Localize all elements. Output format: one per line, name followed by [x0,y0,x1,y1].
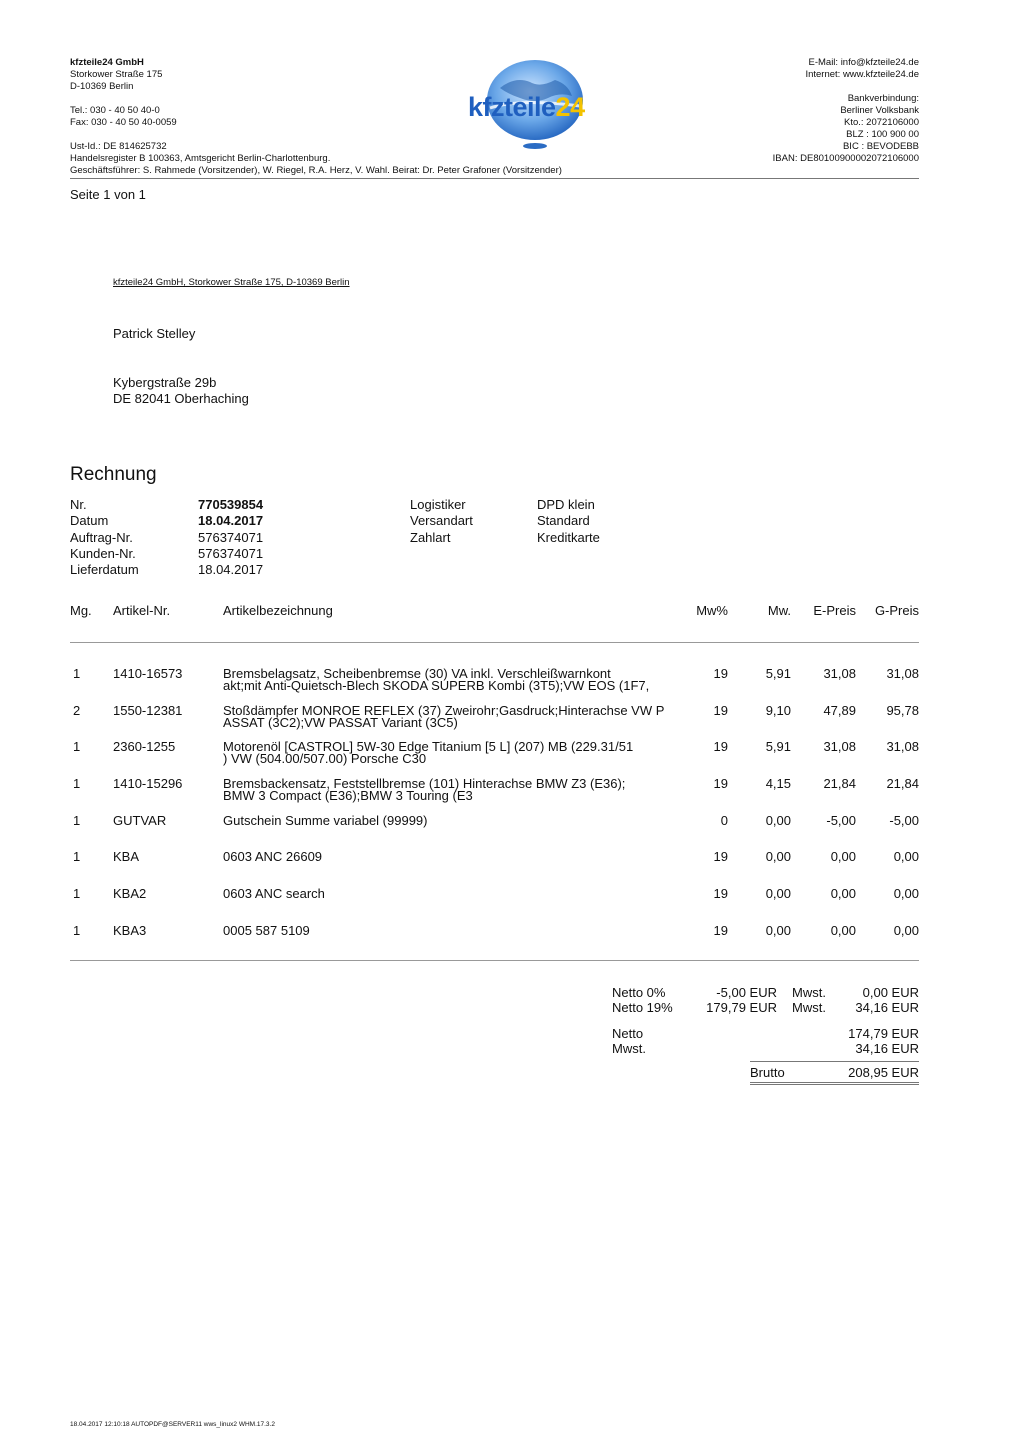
row-qty: 1 [73,776,81,791]
row-unit-price: 31,08 [823,739,856,754]
meta-label: Zahlart [410,529,451,545]
row-vat-percent: 19 [713,886,728,901]
row-article: 2360-1255 [113,739,176,754]
row-desc-line2: ) VW (504.00/507.00) Porsche C30 [223,751,427,766]
brutto-top-rule [750,1061,919,1062]
row-vat-percent: 19 [713,923,728,938]
meta-label: Lieferdatum [70,562,139,578]
row-unit-price: 0,00 [830,923,856,938]
brutto-value: 208,95 EUR [848,1065,919,1080]
row-vat: 0,00 [765,886,791,901]
row-unit-price: 0,00 [830,886,856,901]
table-header-divider [70,642,919,643]
company-register: Handelsregister B 100363, Amtsgericht Berlin-Charlottenburg. [70,153,331,164]
row-article: KBA3 [113,923,147,938]
mwst0-label: Mwst. [792,985,826,1000]
meta-label: Datum [70,513,109,529]
mwst19-value: 34,16 EUR [855,1000,919,1015]
contact-email: E-Mail: info@kfzteile24.de [808,57,919,68]
header-vat: Mw. [767,603,791,618]
row-total-price: 0,00 [893,923,919,938]
company-name: kfzteile24 GmbH [70,57,144,68]
company-management: Geschäftsführer: S. Rahmede (Vorsitzender), W. Riegel, R.A. Herz, V. Wahl. Beirat: Dr. Peter Grafoner (Vorsitzender) [70,165,562,176]
contact-info [773,57,919,165]
header-description: Artikelbezeichnung [223,603,333,618]
row-unit-price: 0,00 [830,849,856,864]
shipping-meta-values [537,497,600,546]
row-desc-line1: 0603 ANC 26609 [223,849,323,864]
header-divider [70,178,919,179]
company-fax: Fax: 030 - 40 50 40-0059 [70,117,177,128]
contact-internet: Internet: www.kfzteile24.de [805,69,919,80]
header-qty: Mg. [70,603,92,618]
shipping-meta-labels [410,497,473,546]
meta-label: Nr. [70,497,87,512]
row-desc-line1: 0005 587 5109 [223,923,310,938]
bank-iban: IBAN: DE80100900002072106000 [772,153,919,164]
row-qty: 1 [73,849,81,864]
row-unit-price: 31,08 [823,666,856,681]
recipient-street: Kybergstraße 29b [113,375,217,390]
row-total-price: 0,00 [893,886,919,901]
row-article: 1410-16573 [113,666,183,681]
logo-wordmark [468,92,585,123]
header-total-price: G-Preis [874,603,919,618]
meta-label: Kunden-Nr. [70,545,136,561]
row-desc-line1: Gutschein Summe variabel (99999) [223,813,428,828]
delivery-date: 18.04.2017 [198,562,264,578]
row-vat-percent: 19 [713,849,728,864]
customer-number: 576374071 [198,545,264,561]
row-total-price: 31,08 [886,739,919,754]
row-desc-line1: Stoßdämpfer MONROE REFLEX (37) Zweirohr;Gasdruck;Hinterachse VW P [223,703,665,718]
row-article: GUTVAR [113,813,167,828]
payment-value: Kreditkarte [537,529,600,545]
sender-line: kfzteile24 GmbH, Storkower Straße 175, D-10369 Berlin [113,277,350,288]
recipient-city: DE 82041 Oberhaching [113,391,249,406]
header-article: Artikel-Nr. [113,603,171,618]
row-desc-line1: Motorenöl [CASTROL] 5W-30 Edge Titanium [5 L] (207) MB (229.31/51 [223,739,634,754]
row-total-price: 21,84 [886,776,919,791]
table-footer-divider [70,960,919,961]
company-tel: Tel.: 030 - 40 50 40-0 [70,105,160,116]
logistics-value: DPD klein [537,497,595,512]
row-vat-percent: 19 [713,666,728,681]
row-total-price: 0,00 [893,849,919,864]
invoice-meta-values [198,497,263,578]
print-footer: 18.04.2017 12:10:18 AUTOPDF@SERVER11 wws_linux2 WHM.17.3.2 [70,1421,275,1428]
brutto-label: Brutto [750,1065,785,1080]
page-number: Seite 1 von 1 [70,187,146,202]
logo-text-a: kfzteile [468,92,556,122]
row-vat: 5,91 [765,666,791,681]
row-vat: 5,91 [765,739,791,754]
invoice-meta-labels [70,497,139,578]
bank-kto: Kto.: 2072106000 [843,117,919,128]
row-total-price: 31,08 [886,666,919,681]
row-vat-percent: 19 [713,739,728,754]
meta-label: Auftrag-Nr. [70,529,133,545]
row-desc-line1: Bremsbackensatz, Feststellbremse (101) Hinterachse BMW Z3 (E36); [223,776,626,791]
netto0-label: Netto 0% [612,985,666,1000]
row-total-price: 95,78 [886,703,919,718]
bank-title: Bankverbindung: [847,93,919,104]
company-ust: Ust-Id.: DE 814625732 [70,141,167,152]
row-vat: 4,15 [765,776,791,791]
meta-label: Logistiker [410,497,466,512]
meta-label: Versandart [410,513,473,529]
row-vat: 0,00 [765,923,791,938]
row-desc-line1: 0603 ANC search [223,886,325,901]
row-vat: 0,00 [765,849,791,864]
row-desc-line2: BMW 3 Compact (E36);BMW 3 Touring (E3 [223,788,473,803]
row-unit-price: 21,84 [823,776,856,791]
row-vat: 0,00 [765,813,791,828]
row-qty: 2 [73,703,81,718]
company-city: D-10369 Berlin [70,81,134,92]
netto19-label: Netto 19% [612,1000,673,1015]
header-unit-price: E-Preis [813,603,856,618]
row-total-price: -5,00 [889,813,919,828]
row-vat-percent: 19 [713,703,728,718]
invoice-date: 18.04.2017 [198,513,264,529]
row-vat: 9,10 [765,703,791,718]
row-desc-line2: ASSAT (3C2);VW PASSAT Variant (3C5) [223,715,458,730]
row-article: 1410-15296 [113,776,183,791]
document-title: Rechnung [70,464,157,485]
company-street: Storkower Straße 175 [70,69,163,80]
brutto-double-rule [750,1084,919,1085]
mwst19-label: Mwst. [792,1000,826,1015]
netto19-value: 179,79 EUR [706,1000,777,1015]
logo-text-b: 24 [555,92,585,122]
row-qty: 1 [73,923,81,938]
row-article: 1550-12381 [113,703,183,718]
row-unit-price: -5,00 [826,813,856,828]
row-qty: 1 [73,739,81,754]
row-vat-percent: 19 [713,776,728,791]
kfzteile24-logo [460,58,610,153]
netto-label: Netto [612,1026,644,1041]
shipping-value: Standard [537,513,590,529]
row-article: KBA [113,849,140,864]
row-vat-percent: 0 [720,813,728,828]
bank-name: Berliner Volksbank [840,105,919,116]
row-unit-price: 47,89 [823,703,856,718]
row-article: KBA2 [113,886,147,901]
mwst-label: Mwst. [612,1041,646,1056]
header-vat-percent: Mw% [696,603,728,618]
netto0-value: -5,00 EUR [716,985,777,1000]
mwst0-value: 0,00 EUR [862,985,919,1000]
row-qty: 1 [73,813,81,828]
invoice-number: 770539854 [198,497,264,512]
mwst-value: 34,16 EUR [855,1041,919,1056]
row-qty: 1 [73,886,81,901]
row-qty: 1 [73,666,81,681]
recipient-name: Patrick Stelley [113,326,196,341]
bank-bic: BIC : BEVODEBB [842,141,919,152]
bank-blz: BLZ : 100 900 00 [846,129,919,140]
netto-value: 174,79 EUR [848,1026,919,1041]
row-desc-line1: Bremsbelagsatz, Scheibenbremse (30) VA inkl. Verschleißwarnkont [223,666,611,681]
brutto-bottom-rule [750,1082,919,1083]
order-number: 576374071 [198,529,264,545]
row-desc-line2: akt;mit Anti-Quietsch-Blech SKODA SUPERB Kombi (3T5);VW EOS (1F7, [223,678,650,693]
